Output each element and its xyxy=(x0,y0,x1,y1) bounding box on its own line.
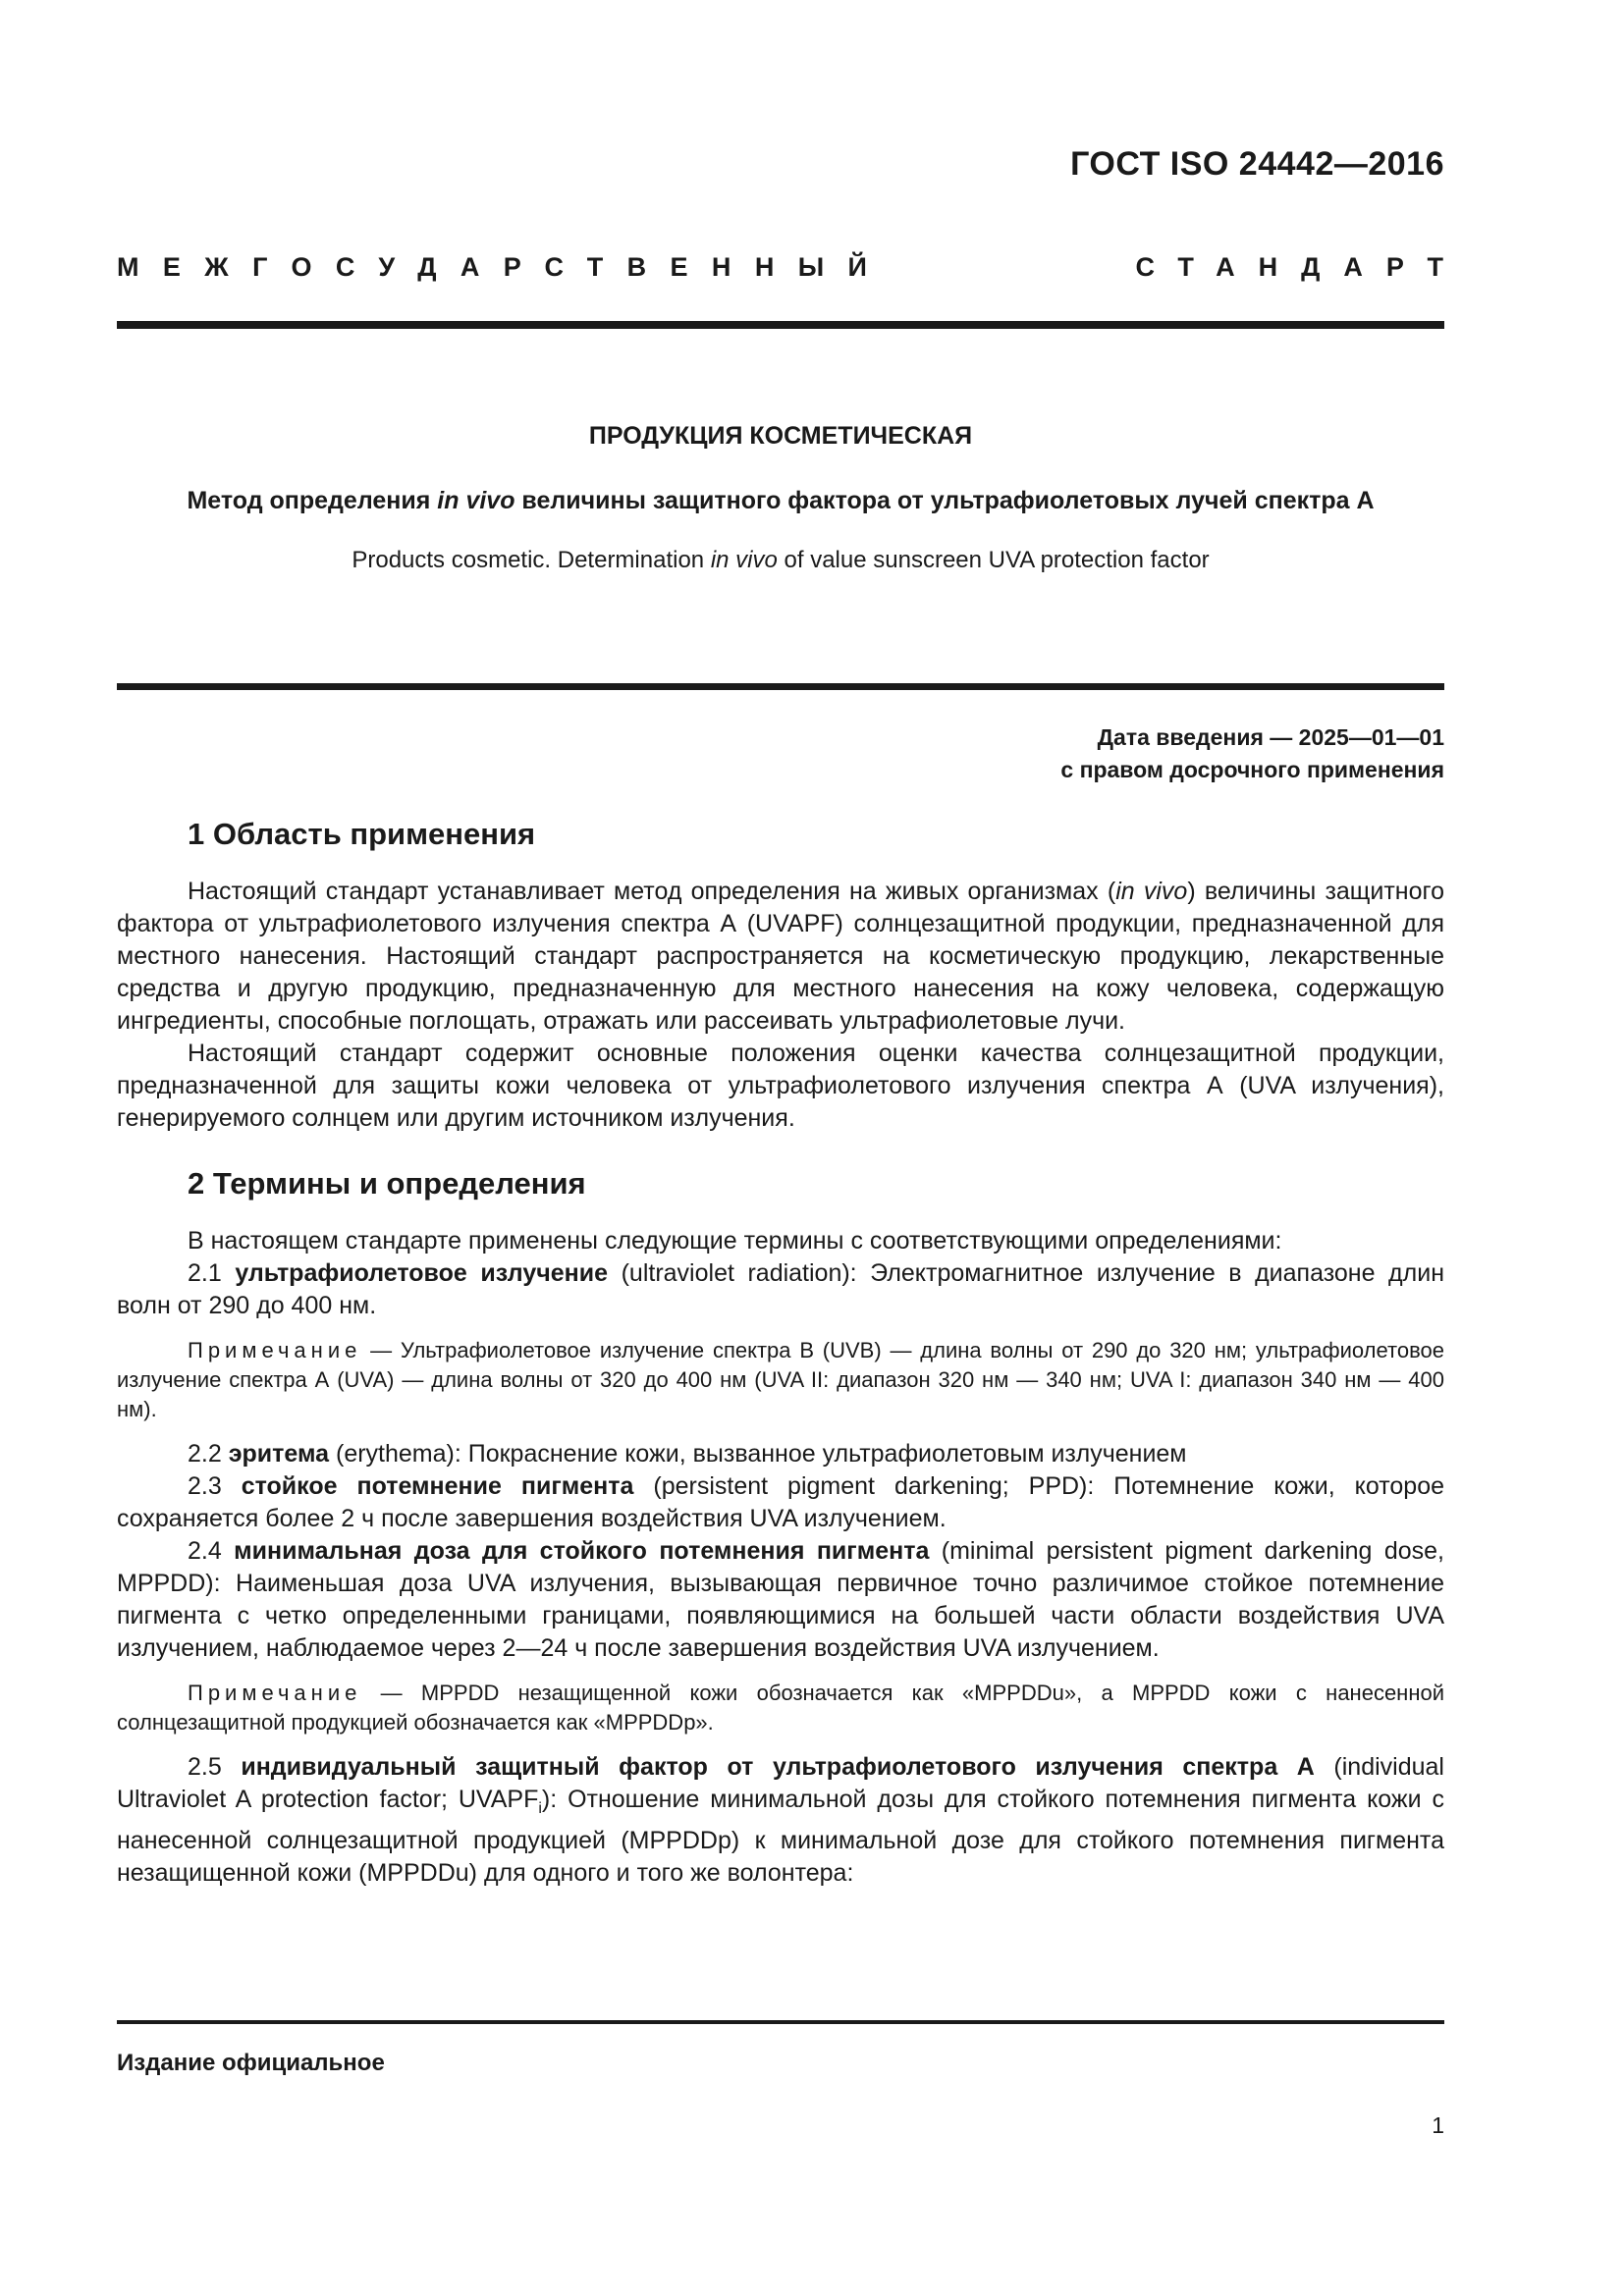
term-name: индивидуальный защитный фактор от ультрафиолетового излучения спектра А xyxy=(241,1753,1315,1781)
page-number: 1 xyxy=(1432,2112,1444,2138)
note-text: — MPPDD незащищенной кожи обозначается как «MPPDDu», а MPPDD кожи с нанесенной солнцезащитной продукцией обозначается как «MPPDDp». xyxy=(117,1681,1444,1735)
title-sub-italic: in vivo xyxy=(437,487,515,514)
s1p1-text-end: ) величины защитного фактора от ультрафиолетового излучения спектра А (UVAPF) солнцезащитной продукции, предназначенной для местного нанесения. Настоящий стандарт распространяется на косметическую продукцию, лекарственные средства и другую продукцию, предназначенную для местного нанесения на кожу человека, содержащую ингредиенты, способные поглощать, отражать или рассеивать ультрафиолетовые лучи. xyxy=(117,878,1444,1035)
document-code: ГОСТ ISO 24442—2016 xyxy=(1070,145,1444,183)
term-definition: (erythema): Покраснение кожи, вызванное ультрафиолетовым излучением xyxy=(329,1440,1187,1468)
section-2-heading: 2 Термины и определения xyxy=(188,1166,586,1201)
section-1-paragraph-2: Настоящий стандарт содержит основные положения оценки качества солнцезащитной продукции, предназначенной для защиты кожи человека от ультрафиолетового излучения спектра А (UVA излучения), генерируемого солнцем или другим источником излучения. xyxy=(117,1040,1444,1132)
s1p1-text: Настоящий стандарт устанавливает метод определения на живых организмах ( xyxy=(188,878,1116,905)
note-label: Примечание xyxy=(188,1338,362,1362)
term-2-3 xyxy=(117,1470,1444,1535)
section-1-heading: 1 Область применения xyxy=(188,817,536,851)
term-number: 2.2 xyxy=(188,1440,229,1468)
title-en-italic: in vivo xyxy=(710,547,778,573)
title-sub-text: Метод определения xyxy=(187,487,438,514)
term-2-1 xyxy=(117,1257,1444,1322)
banner-word-interstate: МЕЖГОСУДАРСТВЕННЫЙ xyxy=(117,252,892,282)
term-name: ультрафиолетовое излучение xyxy=(235,1259,609,1287)
note-1 xyxy=(117,1336,1444,1424)
title-en-text-end: of value sunscreen UVA protection factor xyxy=(777,547,1210,573)
term-number: 2.3 xyxy=(188,1472,242,1500)
term-definition: (individual Ultraviolet A protection factor; UVAPF xyxy=(117,1753,1444,1813)
term-name: эритема xyxy=(228,1440,330,1468)
top-rule xyxy=(117,321,1444,329)
bottom-rule xyxy=(117,2020,1444,2024)
early-application-note: с правом досрочного применения xyxy=(1060,757,1444,782)
term-2-2 xyxy=(117,1438,1444,1470)
section-2-intro: В настоящем стандарте применены следующие термины с соответствующими определениями: xyxy=(188,1227,1282,1255)
title-en-text: Products cosmetic. Determination xyxy=(352,547,711,573)
introduction-date: Дата введения — 2025—01—01 xyxy=(1097,724,1444,750)
standard-banner xyxy=(117,252,1467,283)
banner-word-standard: СТАНДАРТ xyxy=(1135,252,1467,282)
introduction-date-block xyxy=(1060,721,1444,786)
term-number: 2.1 xyxy=(188,1259,236,1287)
term-definition: (persistent pigment darkening; PPD): Потемнение кожи, которое сохраняется более 2 ч после завершения воздействия UVA излучением. xyxy=(117,1472,1445,1532)
term-definition: (ultraviolet radiation): Электромагнитное излучение в диапазоне длин волн от 290 до 400 нм. xyxy=(117,1259,1445,1319)
title-main: ПРОДУКЦИЯ КОСМЕТИЧЕСКАЯ xyxy=(588,422,973,450)
section-1-paragraph-1 xyxy=(117,876,1444,1038)
document-body xyxy=(117,815,1444,1890)
term-name: минимальная доза для стойкого потемнения пигмента xyxy=(234,1537,930,1565)
term-2-5 xyxy=(117,1751,1444,1890)
term-name: стойкое потемнение пигмента xyxy=(241,1472,634,1500)
note-2 xyxy=(117,1679,1444,1737)
term-2-4 xyxy=(117,1535,1444,1665)
note-text: — Ультрафиолетовое излучение спектра В (UVB) — длина волны от 290 до 320 нм; ультрафиолетовое излучение спектра А (UVA) — длина волны от 320 до 400 нм (UVA II: диапазон 320 нм — 340 нм; UVA I: диапазон 340 нм — 400 нм). xyxy=(117,1338,1444,1421)
term-number: 2.5 xyxy=(188,1753,242,1781)
middle-rule xyxy=(117,683,1444,690)
subscript-i: i xyxy=(538,1800,542,1817)
spacer xyxy=(117,1135,1444,1164)
title-english xyxy=(117,547,1444,574)
term-definition: (minimal persistent pigment darkening dose, MPPDD): Наименьшая доза UVA излучения, вызывающая первичное точно различимое стойкое потемнение пигмента с четко определенными границами, появляющимися на большей части области воздействия UVA излучением, наблюдаемое через 2—24 ч после завершения воздействия UVA излучением. xyxy=(117,1537,1445,1662)
s1p1-italic: in vivo xyxy=(1115,878,1188,905)
term-number: 2.4 xyxy=(188,1537,235,1565)
note-label: Примечание xyxy=(188,1681,362,1705)
title-sub-text-end: величины защитного фактора от ультрафиолетовых лучей спектра А xyxy=(514,487,1375,514)
term-definition-end: ): Отношение минимальной дозы для стойкого потемнения пигмента кожи с нанесенной солнцезащитной продукцией (MPPDDp) к минимальной дозе для стойкого потемнения пигмента незащищенной кожи (MPPDDu) для одного и того же волонтера: xyxy=(117,1786,1444,1887)
title-sub xyxy=(117,487,1444,515)
official-edition-label: Издание официальное xyxy=(117,2050,385,2076)
